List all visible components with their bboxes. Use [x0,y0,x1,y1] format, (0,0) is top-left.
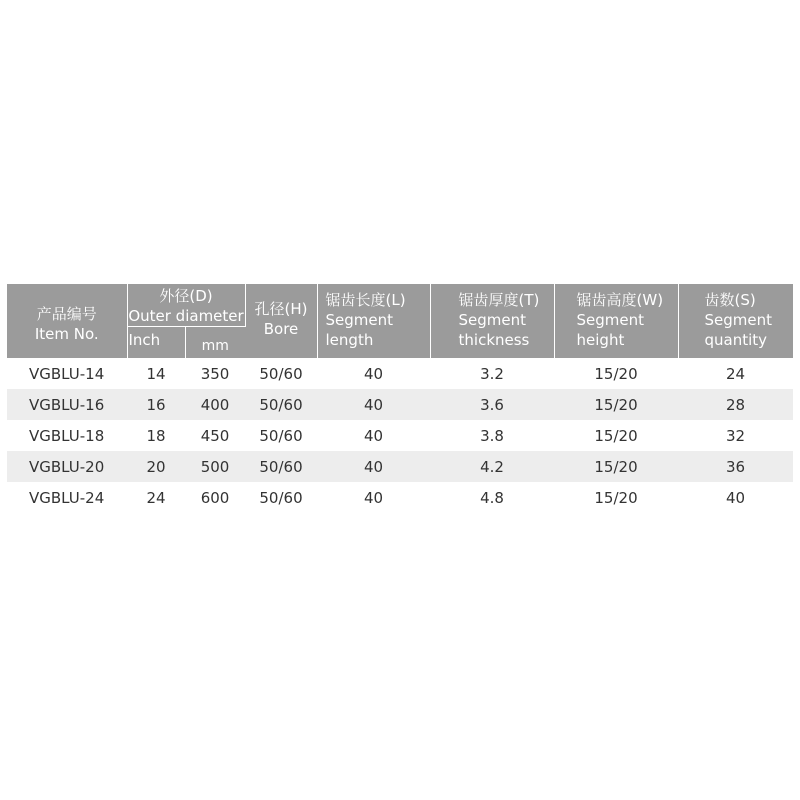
cell-bore: 50/60 [245,451,317,482]
header-outer-en: Outer diameter [128,307,244,325]
cell-thickness: 4.8 [430,482,554,513]
cell-inch: 18 [127,420,185,451]
table-row [7,420,793,451]
cell-qty: 28 [678,389,793,420]
header-segment-thickness [430,284,554,358]
cell-mm: 600 [185,482,245,513]
cell-mm: 350 [185,358,245,389]
cell-qty: 40 [678,482,793,513]
cell-bore: 50/60 [245,389,317,420]
table-row [7,389,793,420]
cell-height: 15/20 [554,482,678,513]
cell-length: 40 [317,482,430,513]
header-bore [245,284,317,358]
cell-mm: 400 [185,389,245,420]
cell-length: 40 [317,389,430,420]
header-inch-label: Inch [128,331,161,349]
table-row [7,451,793,482]
cell-thickness: 4.2 [430,451,554,482]
header-bore-zh: 孔径(H) [254,300,308,318]
cell-bore: 50/60 [245,358,317,389]
cell-qty: 36 [678,451,793,482]
table-row [7,482,793,513]
spec-table [7,284,793,513]
header-segment-height [554,284,678,358]
header-length-en2: length [325,331,374,349]
cell-height: 15/20 [554,358,678,389]
cell-item: VGBLU-18 [7,420,127,451]
cell-inch: 14 [127,358,185,389]
cell-height: 15/20 [554,389,678,420]
header-qty-zh: 齿数(S) [704,291,756,309]
header-inch [127,327,185,359]
header-outer-zh: 外径(D) [159,287,213,305]
cell-length: 40 [317,451,430,482]
header-length-en1: Segment [325,311,394,329]
header-qty-en1: Segment [704,311,773,329]
header-item-en: Item No. [34,325,99,343]
header-outer-diameter [127,284,245,327]
cell-qty: 24 [678,358,793,389]
cell-bore: 50/60 [245,420,317,451]
cell-length: 40 [317,420,430,451]
header-height-en2: height [576,331,625,349]
cell-mm: 500 [185,451,245,482]
header-mm [185,327,245,359]
header-segment-length [317,284,430,358]
header-thickness-en1: Segment [458,311,527,329]
cell-height: 15/20 [554,451,678,482]
header-mm-label: mm [201,338,229,354]
cell-thickness: 3.2 [430,358,554,389]
cell-qty: 32 [678,420,793,451]
header-thickness-zh: 锯齿厚度(T) [458,291,540,309]
table-row [7,358,793,389]
cell-item: VGBLU-24 [7,482,127,513]
header-length-zh: 锯齿长度(L) [325,291,406,309]
cell-height: 15/20 [554,420,678,451]
cell-item: VGBLU-14 [7,358,127,389]
cell-inch: 24 [127,482,185,513]
header-qty-en2: quantity [704,331,768,349]
header-height-en1: Segment [576,311,645,329]
header-item-no [7,284,127,358]
cell-inch: 20 [127,451,185,482]
cell-length: 40 [317,358,430,389]
header-item-zh: 产品编号 [36,305,97,323]
cell-mm: 450 [185,420,245,451]
header-bore-en: Bore [263,320,299,338]
cell-item: VGBLU-20 [7,451,127,482]
header-segment-quantity [678,284,793,358]
cell-thickness: 3.8 [430,420,554,451]
cell-bore: 50/60 [245,482,317,513]
header-height-zh: 锯齿高度(W) [576,291,664,309]
header-thickness-en2: thickness [458,331,530,349]
cell-thickness: 3.6 [430,389,554,420]
cell-inch: 16 [127,389,185,420]
cell-item: VGBLU-16 [7,389,127,420]
